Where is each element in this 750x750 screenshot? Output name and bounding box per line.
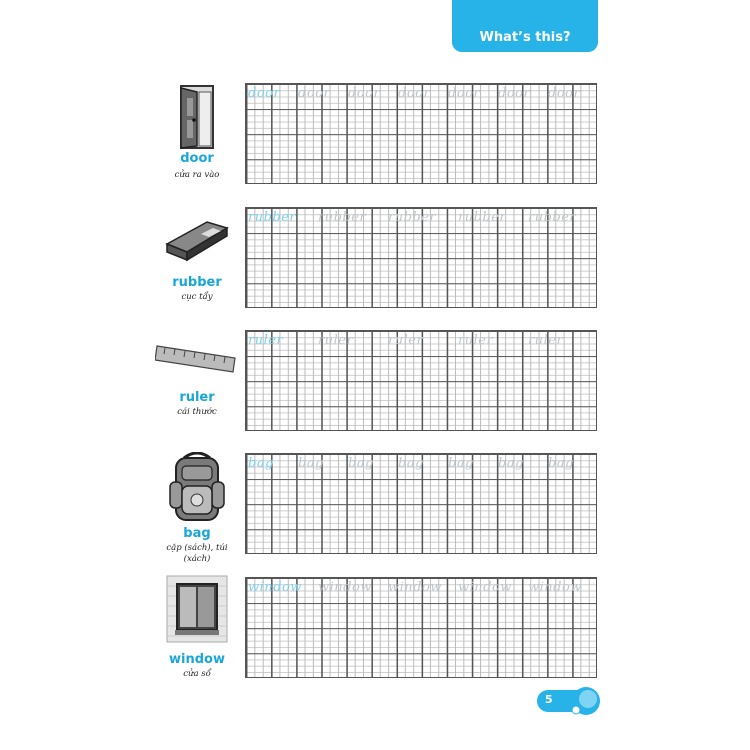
vocab-word: window	[169, 652, 225, 667]
vocab-word: ruler	[179, 390, 215, 405]
door-icon	[150, 82, 244, 152]
trace-words: door door door door door door door	[248, 86, 581, 101]
eraser-icon	[150, 204, 244, 274]
backpack-icon	[150, 452, 244, 524]
vocab-word: door	[180, 151, 214, 166]
vocab-meaning: cái thước	[177, 407, 217, 417]
handwriting-grid[interactable]	[245, 453, 597, 554]
page-number: 5	[545, 693, 553, 706]
trace-words: ruler ruler ruler ruler ruler	[248, 333, 564, 348]
trace-words: bag bag bag bag bag bag bag	[248, 456, 574, 471]
vocab-meaning: cửa sổ	[183, 669, 211, 679]
trace-words: window window window window window	[248, 580, 582, 595]
vocab-word: rubber	[172, 275, 222, 290]
handwriting-grid[interactable]	[245, 207, 597, 308]
ruler-icon	[150, 322, 244, 392]
vocab-word: bag	[183, 526, 211, 541]
handwriting-grid[interactable]	[245, 577, 597, 678]
handwriting-grid[interactable]	[245, 330, 597, 431]
handwriting-grid[interactable]	[245, 83, 597, 184]
bubble-icon	[568, 684, 602, 718]
vocab-meaning: cặp (sách), túi (xách)	[166, 543, 228, 564]
header-tab	[452, 0, 598, 52]
vocab-meaning: cửa ra vào	[174, 170, 220, 180]
window-icon	[150, 574, 244, 644]
trace-words: rubber rubber rubber rubber rubber	[248, 210, 577, 225]
vocab-meaning: cục tẩy	[181, 292, 213, 302]
page-title: What’s this?	[479, 30, 571, 45]
